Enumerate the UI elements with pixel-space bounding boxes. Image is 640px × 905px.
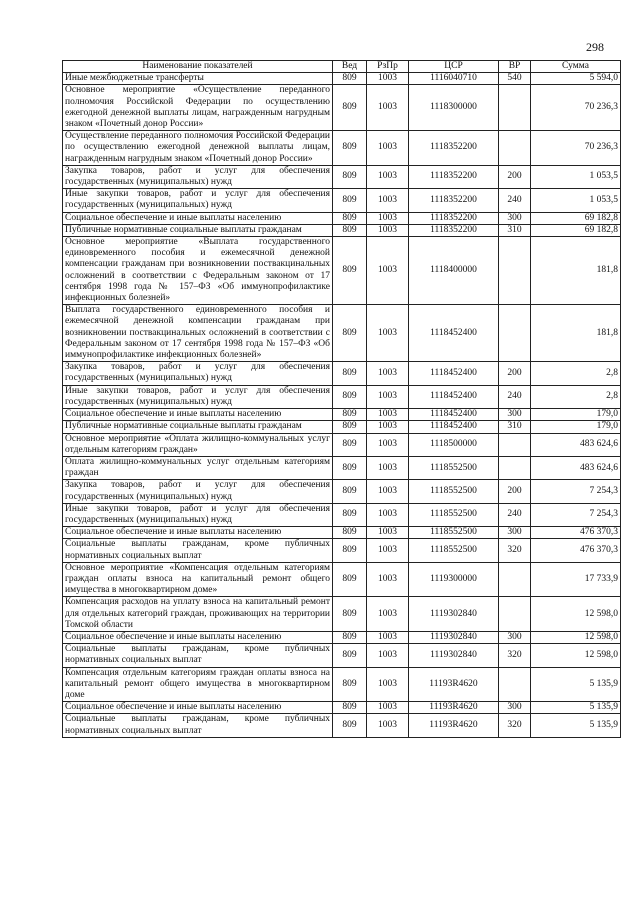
table-row — [63, 667, 621, 702]
row-rzpr-cell: 1003 — [367, 503, 409, 526]
table-row — [63, 539, 621, 562]
row-csr-cell: 1118552500 — [409, 480, 499, 503]
row-sum-cell: 5 135,9 — [531, 702, 621, 714]
row-rzpr-cell: 1003 — [367, 305, 409, 362]
row-rzpr-cell: 1003 — [367, 562, 409, 597]
row-vr-cell: 300 — [499, 409, 531, 421]
row-rzpr-cell: 1003 — [367, 73, 409, 85]
row-ved-cell: 809 — [333, 714, 367, 737]
row-vr-cell: 300 — [499, 527, 531, 539]
row-sum-cell: 476 370,3 — [531, 539, 621, 562]
row-rzpr-cell: 1003 — [367, 237, 409, 305]
table-row — [63, 480, 621, 503]
row-csr-cell: 1118400000 — [409, 237, 499, 305]
row-vr-cell: 200 — [499, 480, 531, 503]
row-sum-cell: 2,8 — [531, 385, 621, 408]
row-rzpr-cell: 1003 — [367, 644, 409, 667]
table-row — [63, 527, 621, 539]
column-header-rzpr: РзПр — [367, 61, 409, 73]
row-name-cell: Социальное обеспечение и иные выплаты населению — [63, 212, 333, 224]
row-vr-cell: 300 — [499, 631, 531, 643]
row-rzpr-cell: 1003 — [367, 456, 409, 479]
column-header-ved: Вед — [333, 61, 367, 73]
table-header-row — [63, 61, 621, 73]
row-ved-cell: 809 — [333, 237, 367, 305]
column-header-csr: ЦСР — [409, 61, 499, 73]
row-name-cell: Социальное обеспечение и иные выплаты населению — [63, 527, 333, 539]
row-rzpr-cell: 1003 — [367, 631, 409, 643]
row-rzpr-cell: 1003 — [367, 224, 409, 236]
row-vr-cell: 310 — [499, 421, 531, 433]
row-ved-cell: 809 — [333, 224, 367, 236]
row-vr-cell: 320 — [499, 714, 531, 737]
row-csr-cell: 1118452400 — [409, 385, 499, 408]
row-vr-cell — [499, 433, 531, 456]
row-ved-cell: 809 — [333, 385, 367, 408]
row-name-cell: Основное мероприятие «Выплата государственного единовременного пособия и ежемесячной денежной компенсации гражданам при возникновении поствакцинальных осложнений в соответствии с Федеральным законом от 17 сентября 1998 года № 157–ФЗ «Об иммунопрофилактике инфекционных болезней» — [63, 237, 333, 305]
row-name-cell: Социальное обеспечение и иные выплаты населению — [63, 409, 333, 421]
row-sum-cell: 70 236,3 — [531, 131, 621, 166]
row-name-cell: Основное мероприятие «Осуществление переданного полномочия Российской Федерации по осуществлению ежегодной денежной выплаты лицам, награжденным нагрудным знаком «Почетный донор России» — [63, 85, 333, 131]
row-sum-cell: 2,8 — [531, 362, 621, 385]
row-vr-cell — [499, 131, 531, 166]
row-csr-cell: 1118552500 — [409, 503, 499, 526]
row-name-cell: Иные закупки товаров, работ и услуг для обеспечения государственных (муниципальных) нужд — [63, 503, 333, 526]
row-sum-cell: 12 598,0 — [531, 631, 621, 643]
row-csr-cell: 1118500000 — [409, 433, 499, 456]
row-csr-cell: 1118352200 — [409, 165, 499, 188]
table-row — [63, 165, 621, 188]
row-csr-cell: 1118452400 — [409, 305, 499, 362]
row-ved-cell: 809 — [333, 421, 367, 433]
row-name-cell: Основное мероприятие «Оплата жилищно-коммунальных услуг отдельным категориям граждан» — [63, 433, 333, 456]
budget-table — [62, 60, 621, 738]
row-rzpr-cell: 1003 — [367, 597, 409, 632]
row-rzpr-cell: 1003 — [367, 527, 409, 539]
table-row — [63, 421, 621, 433]
row-name-cell: Социальные выплаты гражданам, кроме публичных нормативных социальных выплат — [63, 644, 333, 667]
row-csr-cell: 1119300000 — [409, 562, 499, 597]
row-sum-cell: 7 254,3 — [531, 503, 621, 526]
table-row — [63, 409, 621, 421]
row-csr-cell: 1119302840 — [409, 631, 499, 643]
row-name-cell: Социальные выплаты гражданам, кроме публичных нормативных социальных выплат — [63, 714, 333, 737]
row-name-cell: Публичные нормативные социальные выплаты гражданам — [63, 224, 333, 236]
row-rzpr-cell: 1003 — [367, 131, 409, 166]
row-vr-cell — [499, 305, 531, 362]
row-csr-cell: 1118552500 — [409, 527, 499, 539]
table-row — [63, 131, 621, 166]
row-csr-cell: 11193R4620 — [409, 702, 499, 714]
table-row — [63, 212, 621, 224]
table-row — [63, 385, 621, 408]
row-ved-cell: 809 — [333, 527, 367, 539]
row-vr-cell: 240 — [499, 385, 531, 408]
row-name-cell: Осуществление переданного полномочия Российской Федерации по осуществлению ежегодной денежной выплаты лицам, награжденным нагрудным знаком «Почетный донор России» — [63, 131, 333, 166]
row-sum-cell: 69 182,8 — [531, 212, 621, 224]
row-csr-cell: 1118352200 — [409, 212, 499, 224]
row-sum-cell: 12 598,0 — [531, 597, 621, 632]
row-ved-cell: 809 — [333, 305, 367, 362]
page-number: 298 — [586, 40, 604, 54]
row-csr-cell: 11193R4620 — [409, 714, 499, 737]
table-row — [63, 362, 621, 385]
row-vr-cell: 310 — [499, 224, 531, 236]
row-rzpr-cell: 1003 — [367, 362, 409, 385]
row-csr-cell: 11193R4620 — [409, 667, 499, 702]
row-vr-cell — [499, 597, 531, 632]
row-vr-cell — [499, 667, 531, 702]
row-ved-cell: 809 — [333, 131, 367, 166]
row-sum-cell: 7 254,3 — [531, 480, 621, 503]
row-sum-cell: 17 733,9 — [531, 562, 621, 597]
row-vr-cell: 540 — [499, 73, 531, 85]
row-name-cell: Иные межбюджетные трансферты — [63, 73, 333, 85]
row-sum-cell: 1 053,5 — [531, 165, 621, 188]
table-row — [63, 714, 621, 737]
row-rzpr-cell: 1003 — [367, 189, 409, 212]
row-name-cell: Иные закупки товаров, работ и услуг для обеспечения государственных (муниципальных) нужд — [63, 189, 333, 212]
row-sum-cell: 70 236,3 — [531, 85, 621, 131]
row-name-cell: Социальное обеспечение и иные выплаты населению — [63, 702, 333, 714]
row-vr-cell: 300 — [499, 212, 531, 224]
row-vr-cell: 320 — [499, 644, 531, 667]
row-vr-cell: 240 — [499, 503, 531, 526]
row-vr-cell — [499, 85, 531, 131]
row-vr-cell — [499, 237, 531, 305]
row-name-cell: Закупка товаров, работ и услуг для обеспечения государственных (муниципальных) нужд — [63, 165, 333, 188]
row-name-cell: Социальное обеспечение и иные выплаты населению — [63, 631, 333, 643]
row-vr-cell: 200 — [499, 362, 531, 385]
row-csr-cell: 1118452400 — [409, 362, 499, 385]
row-ved-cell: 809 — [333, 433, 367, 456]
row-ved-cell: 809 — [333, 562, 367, 597]
row-csr-cell: 1118352200 — [409, 131, 499, 166]
row-rzpr-cell: 1003 — [367, 212, 409, 224]
row-sum-cell: 181,8 — [531, 305, 621, 362]
row-ved-cell: 809 — [333, 85, 367, 131]
row-ved-cell: 809 — [333, 702, 367, 714]
row-csr-cell: 1118300000 — [409, 85, 499, 131]
row-vr-cell: 300 — [499, 702, 531, 714]
row-ved-cell: 809 — [333, 631, 367, 643]
row-name-cell: Иные закупки товаров, работ и услуг для обеспечения государственных (муниципальных) нужд — [63, 385, 333, 408]
table-row — [63, 702, 621, 714]
row-ved-cell: 809 — [333, 189, 367, 212]
row-rzpr-cell: 1003 — [367, 539, 409, 562]
table-row — [63, 562, 621, 597]
row-ved-cell: 809 — [333, 456, 367, 479]
row-name-cell: Оплата жилищно-коммунальных услуг отдельным категориям граждан — [63, 456, 333, 479]
row-sum-cell: 476 370,3 — [531, 527, 621, 539]
row-vr-cell: 200 — [499, 165, 531, 188]
table-row — [63, 644, 621, 667]
column-header-name: Наименование показателей — [63, 61, 333, 73]
row-ved-cell: 809 — [333, 503, 367, 526]
row-ved-cell: 809 — [333, 212, 367, 224]
row-name-cell: Компенсация отдельным категориям граждан оплаты взноса на капитальный ремонт общего имущества в многоквартирном доме — [63, 667, 333, 702]
row-csr-cell: 1119302840 — [409, 644, 499, 667]
row-csr-cell: 1118352200 — [409, 224, 499, 236]
row-csr-cell: 1118452400 — [409, 409, 499, 421]
row-name-cell: Выплата государственного единовременного пособия и ежемесячной денежной компенсации гражданам при возникновении поствакцинальных осложнений в соответствии с Федеральным законом от 17 сентября 1998 года № 157–ФЗ «Об иммунопрофилактике инфекционных болезней» — [63, 305, 333, 362]
table-row — [63, 631, 621, 643]
row-sum-cell: 5 135,9 — [531, 714, 621, 737]
table-row — [63, 433, 621, 456]
table-row — [63, 597, 621, 632]
row-ved-cell: 809 — [333, 667, 367, 702]
table-row — [63, 224, 621, 236]
row-rzpr-cell: 1003 — [367, 480, 409, 503]
row-rzpr-cell: 1003 — [367, 714, 409, 737]
table-row — [63, 189, 621, 212]
row-rzpr-cell: 1003 — [367, 409, 409, 421]
row-ved-cell: 809 — [333, 539, 367, 562]
row-sum-cell: 483 624,6 — [531, 456, 621, 479]
row-sum-cell: 483 624,6 — [531, 433, 621, 456]
row-name-cell: Социальные выплаты гражданам, кроме публичных нормативных социальных выплат — [63, 539, 333, 562]
row-csr-cell: 1119302840 — [409, 597, 499, 632]
table-body — [63, 73, 621, 738]
row-ved-cell: 809 — [333, 644, 367, 667]
row-sum-cell: 1 053,5 — [531, 189, 621, 212]
row-rzpr-cell: 1003 — [367, 433, 409, 456]
row-rzpr-cell: 1003 — [367, 385, 409, 408]
table-row — [63, 503, 621, 526]
row-sum-cell: 12 598,0 — [531, 644, 621, 667]
table-row — [63, 456, 621, 479]
row-name-cell: Закупка товаров, работ и услуг для обеспечения государственных (муниципальных) нужд — [63, 362, 333, 385]
row-csr-cell: 1118552500 — [409, 539, 499, 562]
row-vr-cell: 320 — [499, 539, 531, 562]
row-sum-cell: 179,0 — [531, 421, 621, 433]
row-vr-cell: 240 — [499, 189, 531, 212]
row-ved-cell: 809 — [333, 409, 367, 421]
table-row — [63, 73, 621, 85]
row-name-cell: Публичные нормативные социальные выплаты гражданам — [63, 421, 333, 433]
column-header-sum: Сумма — [531, 61, 621, 73]
row-csr-cell: 1118552500 — [409, 456, 499, 479]
row-ved-cell: 809 — [333, 362, 367, 385]
row-ved-cell: 809 — [333, 73, 367, 85]
table-row — [63, 305, 621, 362]
column-header-vr: ВР — [499, 61, 531, 73]
row-sum-cell: 181,8 — [531, 237, 621, 305]
row-csr-cell: 1118352200 — [409, 189, 499, 212]
row-rzpr-cell: 1003 — [367, 165, 409, 188]
row-vr-cell — [499, 456, 531, 479]
row-vr-cell — [499, 562, 531, 597]
row-ved-cell: 809 — [333, 480, 367, 503]
row-csr-cell: 1118452400 — [409, 421, 499, 433]
row-rzpr-cell: 1003 — [367, 702, 409, 714]
row-csr-cell: 1116040710 — [409, 73, 499, 85]
row-ved-cell: 809 — [333, 165, 367, 188]
row-rzpr-cell: 1003 — [367, 421, 409, 433]
row-rzpr-cell: 1003 — [367, 667, 409, 702]
row-sum-cell: 5 594,0 — [531, 73, 621, 85]
row-ved-cell: 809 — [333, 597, 367, 632]
table-row — [63, 237, 621, 305]
row-name-cell: Закупка товаров, работ и услуг для обеспечения государственных (муниципальных) нужд — [63, 480, 333, 503]
row-sum-cell: 5 135,9 — [531, 667, 621, 702]
row-sum-cell: 69 182,8 — [531, 224, 621, 236]
row-name-cell: Основное мероприятие «Компенсация отдельным категориям граждан оплаты взноса на капитальный ремонт общего имущества в многоквартирном доме» — [63, 562, 333, 597]
row-sum-cell: 179,0 — [531, 409, 621, 421]
row-name-cell: Компенсация расходов на уплату взноса на капитальный ремонт для отдельных категорий граждан, проживающих на территории Томской области — [63, 597, 333, 632]
row-rzpr-cell: 1003 — [367, 85, 409, 131]
table-row — [63, 85, 621, 131]
